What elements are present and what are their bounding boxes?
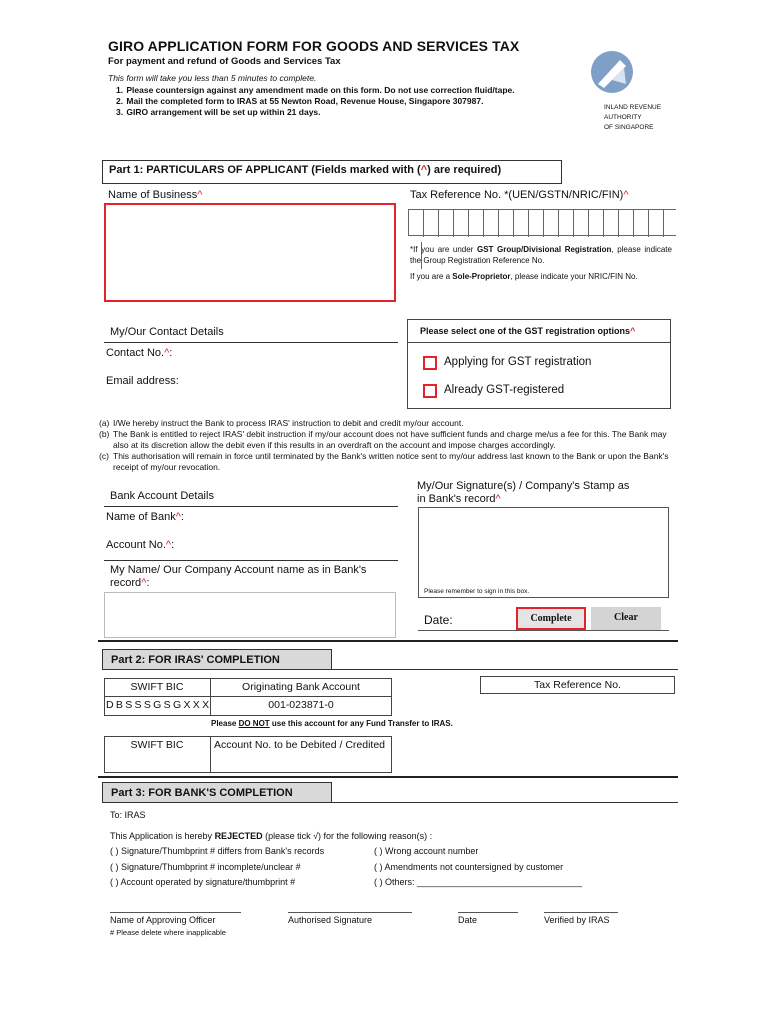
verified-by-iras-label: Verified by IRAS: [544, 915, 610, 925]
reason-account-operated: ( ) Account operated by signature/thumbprint #: [110, 877, 296, 887]
footnote: # Please delete where inapplicable: [110, 928, 226, 937]
instruction-1: 1. Please countersign against any amendment made on this form. Do not use correction fluid/tape.: [116, 85, 515, 95]
tax-ref-note-group: *If you are under GST Group/Divisional Registration, please indicate the Group Registration Reference No.: [410, 245, 672, 265]
signature-note: Please remember to sign in this box.: [424, 588, 530, 595]
account-name-field[interactable]: [104, 592, 396, 638]
to-iras: To: IRAS: [110, 810, 146, 820]
divider: [332, 669, 678, 670]
date-line: [418, 630, 669, 631]
reason-amendments: ( ) Amendments not countersigned by customer: [374, 862, 564, 872]
gst-options-heading: Please select one of the GST registration options^: [407, 319, 671, 343]
signature-heading: My/Our Signature(s) / Company's Stamp as in Bank's record^: [417, 480, 630, 505]
bank-name-label: Name of Bank^:: [106, 511, 184, 523]
account-no-label: Account No.^:: [106, 539, 175, 551]
divider: [332, 802, 678, 803]
business-name-field[interactable]: [104, 203, 396, 302]
divider: [104, 506, 398, 507]
email-label: Email address:: [106, 375, 179, 387]
part3-heading: Part 3: FOR BANK'S COMPLETION: [102, 782, 332, 803]
gst-option-applying-label: Applying for GST registration: [444, 356, 592, 368]
divider: [98, 776, 678, 778]
gst-options-box: [407, 343, 671, 409]
gst-option-applying-checkbox[interactable]: [423, 356, 437, 370]
swift-code-value: D B S S S G S G X X X: [106, 699, 209, 711]
divider: [104, 560, 398, 561]
divider: [98, 640, 678, 642]
reason-wrong-account: ( ) Wrong account number: [374, 846, 479, 856]
debit-account-label: Account No. to be Debited / Credited: [214, 739, 386, 751]
sig-line: [544, 912, 618, 913]
instruction-2: 2. Mail the completed form to IRAS at 55 Newton Road, Revenue House, Singapore 307987.: [116, 96, 484, 106]
fund-transfer-notice: Please DO NOT use this account for any Fund Transfer to IRAS.: [211, 719, 453, 728]
authorised-signature-label: Authorised Signature: [288, 915, 373, 925]
reason-signature-differs: ( ) Signature/Thumbprint # differs from Bank's records: [110, 846, 325, 856]
logo-text: INLAND REVENUE AUTHORITY OF SINGAPORE: [604, 104, 662, 131]
divider: [104, 342, 398, 343]
approving-officer-label: Name of Approving Officer: [110, 915, 216, 925]
reason-others: ( ) Others: _________________________________: [374, 877, 583, 887]
form-intro: This form will take you less than 5 minutes to complete.: [108, 73, 317, 83]
form-subtitle: For payment and refund of Goods and Services Tax: [108, 56, 341, 67]
complete-button[interactable]: Complete: [516, 607, 586, 630]
sig-line: [110, 912, 241, 913]
bank-account-heading: Bank Account Details: [110, 490, 214, 502]
originating-account-value: 001-023871-0: [268, 699, 334, 711]
table-divider: [210, 736, 211, 773]
contact-details-heading: My/Our Contact Details: [110, 326, 224, 338]
tax-ref-label: Tax Reference No. *(UEN/GSTN/NRIC/FIN)^: [410, 189, 629, 201]
swift-bic-label: SWIFT BIC: [130, 681, 184, 693]
rejection-statement: This Application is hereby REJECTED (please tick √) for the following reason(s) :: [110, 831, 433, 841]
swift-bic-label-2: SWIFT BIC: [130, 739, 184, 751]
table-divider: [104, 696, 392, 697]
gst-option-registered-label: Already GST-registered: [444, 384, 565, 396]
instruction-3: 3. GIRO arrangement will be set up within 21 days.: [116, 107, 321, 117]
tax-ref-field[interactable]: [408, 209, 676, 236]
sig-line: [288, 912, 412, 913]
date-label: Date:: [424, 613, 453, 627]
clear-button[interactable]: Clear: [591, 607, 661, 630]
date-label-bank: Date: [458, 915, 478, 925]
iras-logo-icon: [590, 50, 634, 100]
authorisation-text: (a) I/We hereby instruct the Bank to process IRAS' instruction to debit and credit my/our account. (b) The Bank is entitled to reject IRAS' debit instruction if my/our account does not have sufficient funds and charge me/us a fee for this. The Bank may also at its discretion allow the debit even if this results in an overdraft on the account and impose charges accordingly. (c) This authorisation will remain in force until terminated by the Bank's written notice sent to my/our address last known to the Bank or upon the Bank's receipt of my/our revocation.: [99, 418, 669, 472]
gst-option-registered-checkbox[interactable]: [423, 384, 437, 398]
tax-ref-note-sole: If you are a Sole-Proprietor, please indicate your NRIC/FIN No.: [410, 272, 638, 281]
account-name-label: My Name/ Our Company Account name as in Bank's record^:: [110, 564, 367, 589]
originating-account-label: Originating Bank Account: [242, 681, 360, 693]
part2-heading: Part 2: FOR IRAS' COMPLETION: [102, 649, 332, 670]
part1-heading: Part 1: PARTICULARS OF APPLICANT (Fields marked with (^) are required): [102, 160, 562, 184]
signature-box[interactable]: [418, 507, 669, 598]
reason-signature-incomplete: ( ) Signature/Thumbprint # incomplete/unclear #: [110, 862, 301, 872]
iras-taxref-label: Tax Reference No.: [534, 679, 621, 691]
form-title: GIRO APPLICATION FORM FOR GOODS AND SERVICES TAX: [108, 38, 520, 54]
sig-line: [458, 912, 518, 913]
contact-no-label: Contact No.^:: [106, 347, 173, 359]
business-name-label: Name of Business^: [108, 189, 203, 201]
